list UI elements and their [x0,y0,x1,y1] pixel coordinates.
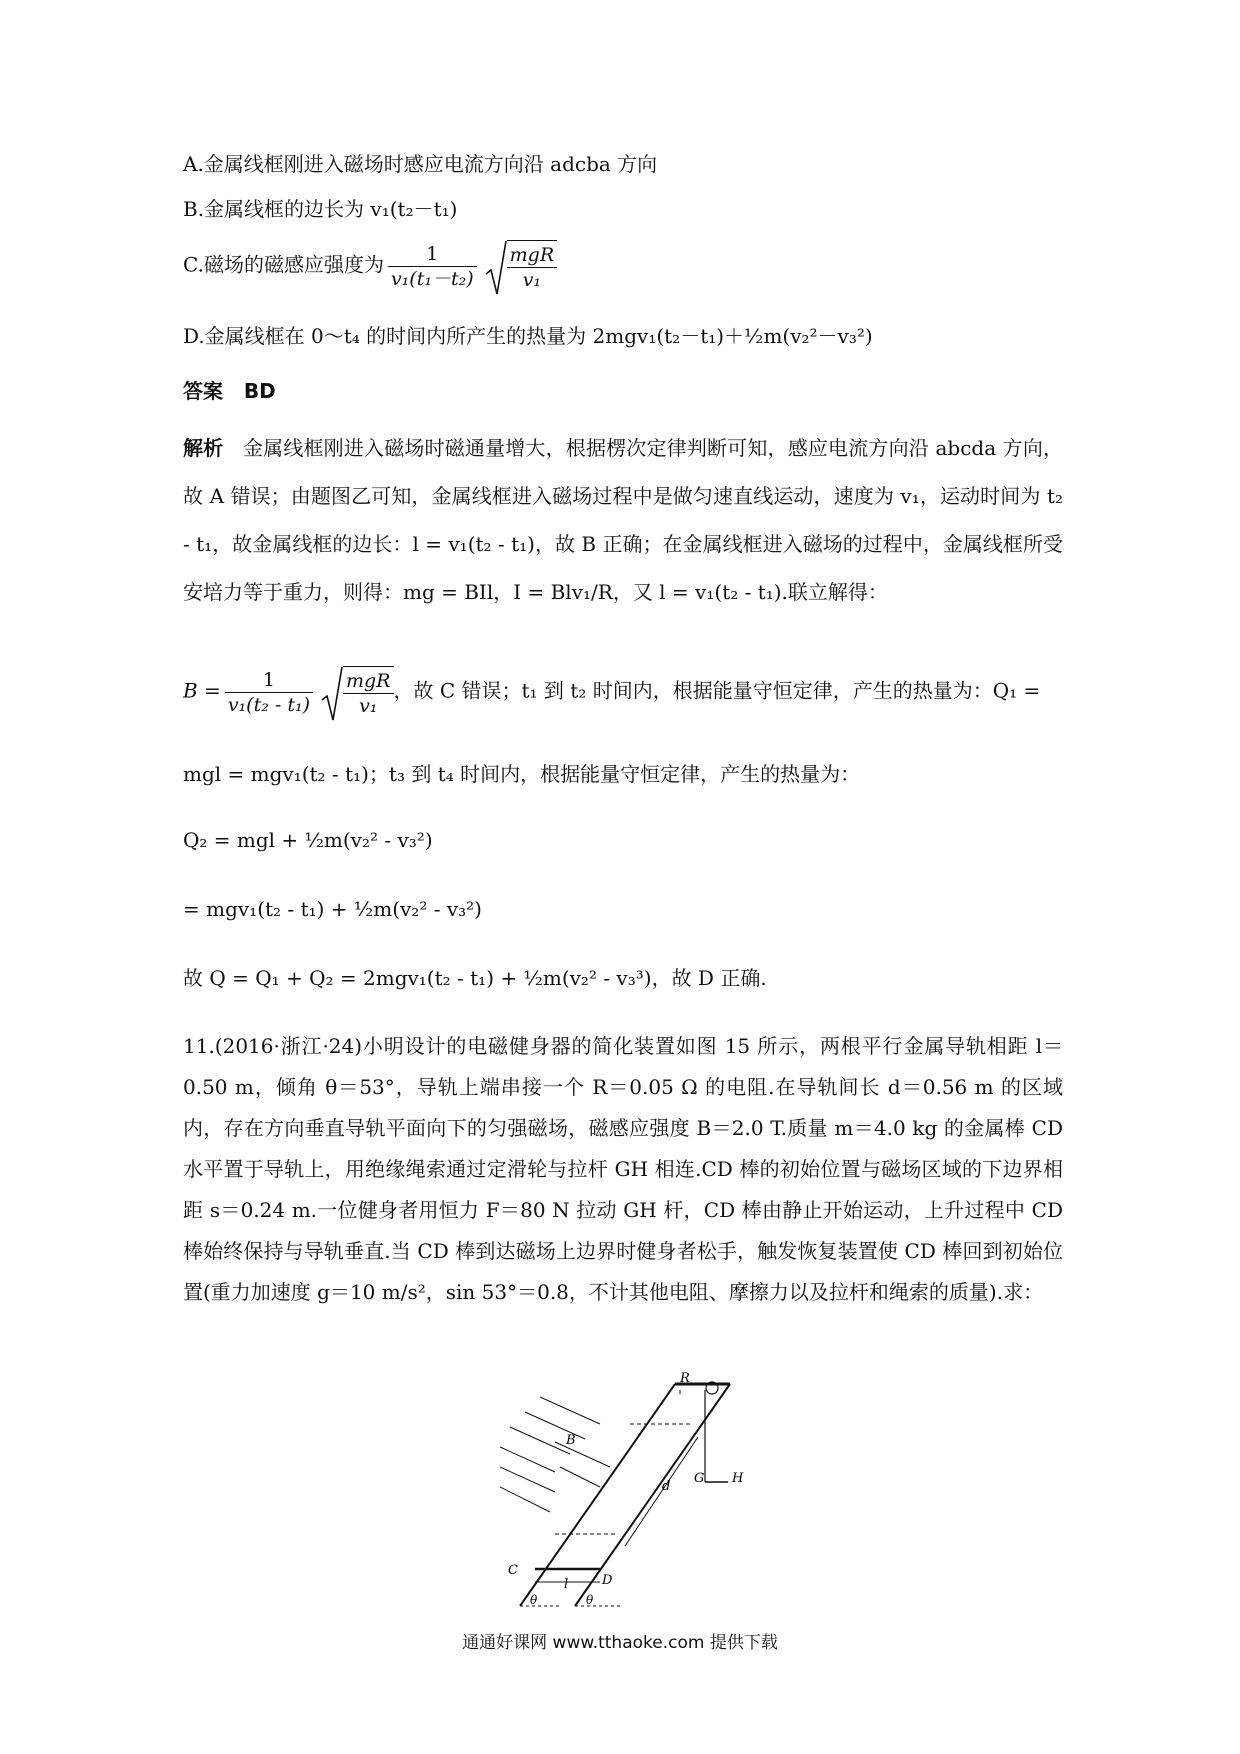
option-c-prefix: C.磁场的磁感应强度为 [183,252,384,277]
label-H: H [732,1471,744,1486]
option-c-fraction [388,242,477,291]
b-eq-prefix: B = [183,678,221,703]
analysis-paragraph [183,424,1063,616]
b-eq-sqrt [321,666,394,718]
b-eq-denominator: v₁(t₂ - t₁) [227,693,310,716]
b-eq-rad-num: mgR [343,669,394,694]
option-c-rad-num: mgR [507,243,558,268]
answer-value: BD [243,379,276,403]
b-eq-numerator: 1 [225,668,313,693]
analysis-q1-line: mgl = mgv₁(t₂ - t₁)；t₃ 到 t₄ 时间内，根据能量守恒定律，产生的热量为： [183,762,861,786]
rail-diagram [500,1372,760,1612]
analysis-conclusion: 故 Q = Q₁ + Q₂ = 2mgv₁(t₂ - t₁) + ½m(v₂² - v₃³)，故 D 正确. [183,966,767,990]
label-d: d [662,1479,671,1494]
label-G: G [694,1471,705,1486]
label-theta-left: θ [530,1593,538,1607]
footer-source: 通通好课网 www.tthaoke.com 提供下载 [462,1633,778,1653]
label-D: D [602,1573,613,1588]
option-a: A.金属线框刚进入磁场时感应电流方向沿 adcba 方向 [183,152,658,176]
analysis-q2-line2: = mgv₁(t₂ - t₁) + ½m(v₂² - v₃²) [183,897,482,921]
option-b: B.金属线框的边长为 v₁(t₂－t₁) [183,197,458,221]
option-c-numerator: 1 [388,242,477,267]
option-d: D.金属线框在 0～t₄ 的时间内所产生的热量为 2mgv₁(t₂－t₁)＋½m(v₂²－v₃²) [183,324,873,348]
label-theta-right: θ [586,1593,594,1607]
label-l: l [564,1577,569,1592]
b-eq-fraction [225,668,313,717]
answer [183,377,276,405]
option-c-denominator: v₁(t₁－t₂) [390,267,474,290]
analysis-label: 解析 [183,436,224,460]
answer-label: 答案 [183,379,223,403]
label-R: R [680,1372,690,1386]
b-eq-rad-den: v₁ [359,695,378,717]
analysis-b-equation [183,666,1063,726]
label-B: B [566,1433,576,1448]
option-c-rad-den: v₁ [522,269,542,291]
b-eq-suffix: ，故 C 错误；t₁ 到 t₂ 时间内，根据能量守恒定律，产生的热量为：Q₁ = [393,678,1041,703]
problem-11-text: 11.(2016·浙江·24)小明设计的电磁健身器的简化装置如图 15 所示，两根平行金属导轨相距 l＝0.50 m，倾角 θ＝53°，导轨上端串接一个 R＝0.05 Ω 的电阻.在导轨间长 d＝0.56 m 的区域内，存在方向垂直导轨平面向下的匀强磁场，磁感应强度 B＝2.0 T.质量 m＝4.0 kg 的金属棒 CD 水平置于导轨上，用绝缘绳索通过定滑轮与拉杆 GH 相连.CD 棒的初始位置与磁场区域的下边界相距 s＝0.24 m.一位健身者用恒力 F＝80 N 拉动 GH 杆，CD 棒由静止开始运动，上升过程中 CD 棒始终保持与导轨垂直.当 CD 棒到达磁场上边界时健身者松手，触发恢复装置使 CD 棒回到初始位置(重力加速度 g＝10 m/s²，sin 53°＝0.8，不计其他电阻、摩擦力以及拉杆和绳索的质量).求： [183,1034,1063,1304]
label-C: C [508,1563,518,1578]
analysis-q2-line1: Q₂ = mgl + ½m(v₂² - v₃²) [183,828,433,852]
analysis-text: 金属线框刚进入磁场时磁通量增大，根据楞次定律判断可知，感应电流方向沿 abcda 方向，故 A 错误；由题图乙可知，金属线框进入磁场过程中是做匀速直线运动，速度为 v₁，运动时间为 t₂ - t₁，故金属线框的边长：l = v₁(t₂ - t₁)，故 B 正确；在金属线框进入磁场的过程中，金属线框所受安培力等于重力，则得：mg = BIl，I = Blv₁/R，又 l = v₁(t₂ - t₁).联立解得： [183,436,1064,604]
option-c-sqrt [485,240,558,292]
option-c [183,240,557,300]
